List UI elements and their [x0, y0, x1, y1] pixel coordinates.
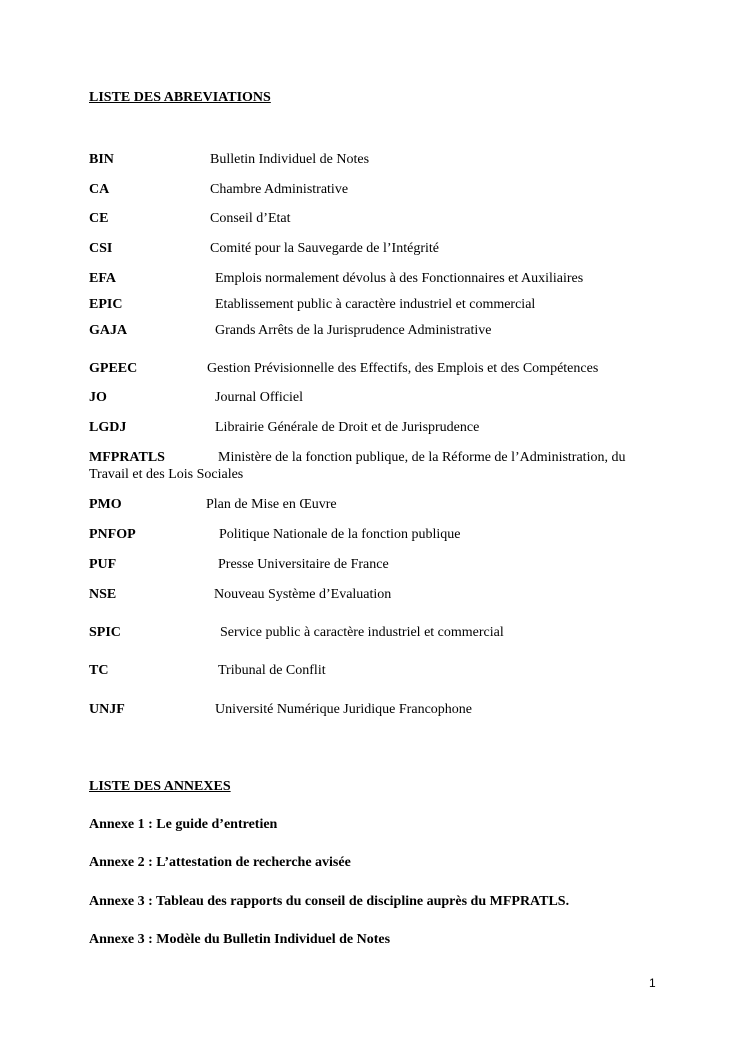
abbr-term: TC [89, 663, 109, 678]
abbr-term: EFA [89, 271, 116, 286]
abbr-definition: Service public à caractère industriel et commercial [220, 625, 504, 640]
abbr-definition: Grands Arrêts de la Jurisprudence Administrative [215, 323, 492, 338]
abbr-term: BIN [89, 152, 114, 167]
abbr-definition: Gestion Prévisionnelle des Effectifs, des Emplois et des Compétences [207, 361, 599, 376]
abbr-term: CA [89, 182, 110, 197]
abbr-definition: Etablissement public à caractère industriel et commercial [215, 297, 536, 312]
abbr-term: SPIC [89, 625, 121, 640]
abbr-term: UNJF [89, 702, 125, 717]
page-number: 1 [649, 976, 656, 990]
abbr-term: GAJA [89, 323, 128, 338]
annex-item: Annexe 3 : Tableau des rapports du conseil de discipline auprès du MFPRATLS. [89, 894, 570, 909]
abbr-term: EPIC [89, 297, 123, 312]
abbr-term: CE [89, 211, 109, 226]
annex-item: Annexe 1 : Le guide d’entretien [89, 817, 278, 832]
annex-item: Annexe 2 : L’attestation de recherche avisée [89, 855, 351, 870]
abbr-term: PUF [89, 557, 117, 572]
abbr-definition: Presse Universitaire de France [218, 557, 389, 572]
abbr-definition: Nouveau Système d’Evaluation [214, 587, 392, 602]
abbr-definition: Conseil d’Etat [210, 211, 291, 226]
abbr-definition: Bulletin Individuel de Notes [210, 152, 370, 167]
abbr-term: JO [89, 390, 107, 405]
abbr-term: MFPRATLS [89, 450, 165, 465]
abbr-term: NSE [89, 587, 117, 602]
abbr-definition: Librairie Générale de Droit et de Jurisprudence [215, 420, 480, 435]
annexes-heading: LISTE DES ANNEXES [89, 779, 231, 794]
abbr-definition: Politique Nationale de la fonction publique [219, 527, 461, 542]
abbreviations-heading: LISTE DES ABREVIATIONS [89, 90, 271, 105]
abbr-definition: Emplois normalement dévolus à des Fonctionnaires et Auxiliaires [215, 271, 584, 286]
abbr-definition: Chambre Administrative [210, 182, 349, 197]
abbr-term: CSI [89, 241, 113, 256]
abbr-term: GPEEC [89, 361, 138, 376]
abbr-definition: Université Numérique Juridique Francophone [215, 702, 472, 717]
abbr-definition: Ministère de la fonction publique, de la Réforme de l’Administration, du [218, 450, 626, 465]
abbr-term: PNFOP [89, 527, 136, 542]
annex-item: Annexe 3 : Modèle du Bulletin Individuel de Notes [89, 932, 391, 947]
abbr-term: PMO [89, 497, 122, 512]
abbr-term: LGDJ [89, 420, 127, 435]
abbr-definition-continuation: Travail et des Lois Sociales [89, 467, 244, 482]
abbr-definition: Tribunal de Conflit [218, 663, 326, 678]
abbr-definition: Plan de Mise en Œuvre [206, 497, 337, 512]
abbr-definition: Comité pour la Sauvegarde de l’Intégrité [210, 241, 439, 256]
abbr-definition: Journal Officiel [215, 390, 303, 405]
